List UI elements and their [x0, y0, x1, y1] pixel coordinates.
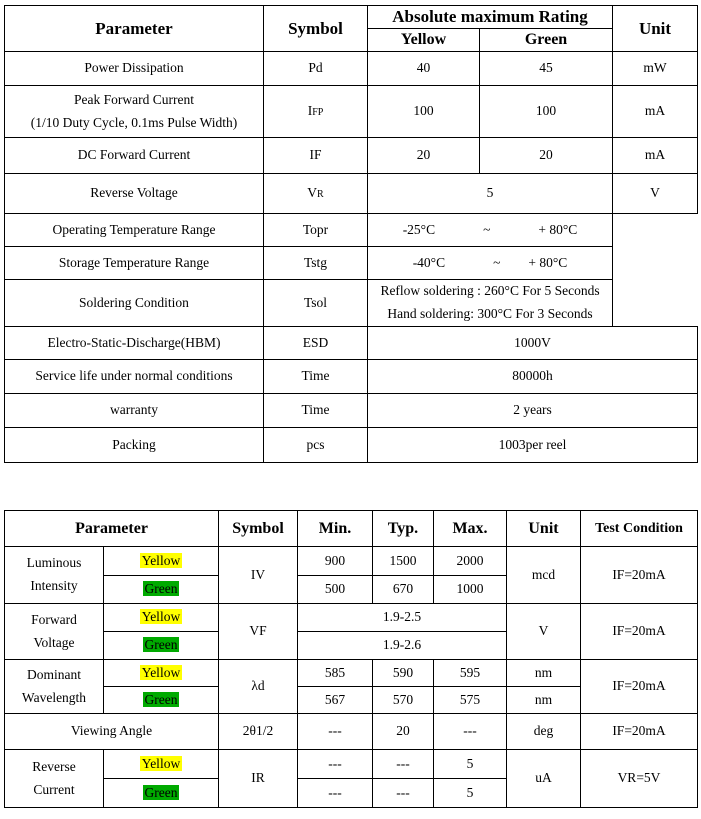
- range-sep: ~: [493, 254, 501, 270]
- symbol-cell: 2θ1/2: [219, 714, 298, 750]
- value-cell: 5: [368, 174, 613, 214]
- max-value: 575: [434, 687, 507, 714]
- yellow-value: 100: [368, 86, 480, 138]
- min-value: ---: [298, 779, 373, 808]
- param-cell: Dominant Wavelength: [5, 660, 104, 714]
- max-value: 1000: [434, 576, 507, 604]
- typ-value: ---: [373, 750, 434, 779]
- green-value: 45: [480, 52, 613, 86]
- header-symbol: Symbol: [219, 511, 298, 547]
- yellow-value: 40: [368, 52, 480, 86]
- symbol-cell: Time: [264, 394, 368, 428]
- table-row: [5, 547, 698, 576]
- unit-cell: deg: [507, 714, 581, 750]
- symbol-cell: Tsol: [264, 280, 368, 327]
- unit-cell: V: [613, 174, 698, 214]
- min-value: 567: [298, 687, 373, 714]
- typ-value: 1500: [373, 547, 434, 576]
- yellow-label: Yellow: [141, 609, 181, 625]
- param-cell: Power Dissipation: [5, 52, 264, 86]
- green-value: 20: [480, 138, 613, 174]
- yellow-label: Yellow: [141, 755, 181, 771]
- min-value: 900: [298, 547, 373, 576]
- unit-cell: mA: [613, 86, 698, 138]
- green-label: Green: [144, 581, 178, 597]
- condition-cell: IF=20mA: [581, 660, 698, 714]
- value-cell: 2 years: [368, 394, 698, 428]
- param-cell: Forward Voltage: [5, 604, 104, 660]
- yellow-label: Yellow: [141, 552, 181, 568]
- min-value: 500: [298, 576, 373, 604]
- table-row: [5, 428, 698, 463]
- hand-line: Hand soldering: 300°C For 3 Seconds: [387, 306, 593, 321]
- max-value: 2000: [434, 547, 507, 576]
- min-value: ---: [298, 714, 373, 750]
- table-row: [5, 247, 698, 280]
- unit-cell: mW: [613, 52, 698, 86]
- range-min: -40°C: [412, 254, 446, 270]
- color-cell: [104, 687, 219, 714]
- characteristics-table: [4, 510, 698, 808]
- param-cell: Luminous Intensity: [5, 547, 104, 604]
- unit-cell: V: [507, 604, 581, 660]
- header-max: Max.: [434, 511, 507, 547]
- condition-cell: IF=20mA: [581, 714, 698, 750]
- range-value: 1.9-2.5: [298, 604, 507, 632]
- max-value: 595: [434, 660, 507, 687]
- header-yellow: Yellow: [368, 29, 480, 52]
- yellow-label: Yellow: [141, 664, 181, 680]
- table-row: [5, 360, 698, 394]
- unit-cell: nm: [507, 660, 581, 687]
- param-cell: Viewing Angle: [5, 714, 219, 750]
- value-cell: 1003per reel: [368, 428, 698, 463]
- symbol-cell: pcs: [264, 428, 368, 463]
- typ-value: 570: [373, 687, 434, 714]
- green-value: 100: [480, 86, 613, 138]
- table-row: [5, 138, 698, 174]
- symbol-cell: IR: [219, 750, 298, 808]
- symbol-cell: λd: [219, 660, 298, 714]
- table-row: [5, 660, 698, 687]
- param-cell: Operating Temperature Range: [5, 214, 264, 247]
- color-cell: [104, 660, 219, 687]
- symbol-cell: IV: [219, 547, 298, 604]
- absolute-max-rating-table: [4, 5, 698, 463]
- header-typ: Typ.: [373, 511, 434, 547]
- param-cell: [5, 86, 264, 138]
- param-cell: Packing: [5, 428, 264, 463]
- symbol-cell: Tstg: [264, 247, 368, 280]
- symbol-cell: Pd: [264, 52, 368, 86]
- condition-cell: VR=5V: [581, 750, 698, 808]
- green-label: Green: [144, 637, 178, 653]
- param-cell: Soldering Condition: [5, 280, 264, 327]
- green-label: Green: [144, 691, 178, 707]
- green-label: Green: [144, 784, 178, 800]
- max-value: 5: [434, 750, 507, 779]
- min-value: 585: [298, 660, 373, 687]
- table-row: [5, 52, 698, 86]
- solder-cell: [368, 280, 613, 327]
- condition-cell: IF=20mA: [581, 547, 698, 604]
- table-row: [5, 714, 698, 750]
- header-rating: Absolute maximum Rating: [368, 6, 613, 29]
- symbol-cell: IF: [264, 138, 368, 174]
- typ-value: 670: [373, 576, 434, 604]
- header-unit: Unit: [507, 511, 581, 547]
- header-parameter: Parameter: [5, 511, 219, 547]
- typ-value: 590: [373, 660, 434, 687]
- range-sep: ~: [483, 221, 491, 237]
- table-row: [5, 214, 698, 247]
- color-cell: [104, 576, 219, 604]
- table-row: [5, 327, 698, 360]
- reflow-line: Reflow soldering : 260°C For 5 Seconds: [380, 283, 600, 299]
- symbol-cell: Time: [264, 360, 368, 394]
- color-cell: [104, 604, 219, 632]
- min-value: ---: [298, 750, 373, 779]
- typ-value: 20: [373, 714, 434, 750]
- param-cell: DC Forward Current: [5, 138, 264, 174]
- param-line: Peak Forward Current: [74, 91, 194, 107]
- color-cell: [104, 632, 219, 660]
- table-row: [5, 750, 698, 779]
- unit-cell: uA: [507, 750, 581, 808]
- unit-cell: mcd: [507, 547, 581, 604]
- max-value: ---: [434, 714, 507, 750]
- header-test-condition: Test Condition: [581, 511, 698, 547]
- param-cell: Service life under normal conditions: [5, 360, 264, 394]
- yellow-value: 20: [368, 138, 480, 174]
- table-row: [5, 280, 698, 327]
- header-symbol: Symbol: [264, 6, 368, 52]
- unit-cell: nm: [507, 687, 581, 714]
- condition-cell: IF=20mA: [581, 604, 698, 660]
- range-max: + 80°C: [538, 221, 578, 237]
- param-cell: Reverse Voltage: [5, 174, 264, 214]
- color-cell: [104, 750, 219, 779]
- table-row: [5, 174, 698, 214]
- value-cell: 80000h: [368, 360, 698, 394]
- header-min: Min.: [298, 511, 373, 547]
- range-min: -25°C: [402, 221, 436, 237]
- symbol-cell: VR: [264, 174, 368, 214]
- color-cell: [104, 547, 219, 576]
- range-value: 1.9-2.6: [298, 632, 507, 660]
- param-cell: Storage Temperature Range: [5, 247, 264, 280]
- unit-cell: mA: [613, 138, 698, 174]
- header-unit: Unit: [613, 6, 698, 52]
- value-cell: 1000V: [368, 327, 698, 360]
- symbol-cell: ESD: [264, 327, 368, 360]
- table-row: [5, 604, 698, 632]
- header-parameter: Parameter: [5, 6, 264, 52]
- header-green: Green: [480, 29, 613, 52]
- table-row: [5, 394, 698, 428]
- range-max: + 80°C: [528, 254, 568, 270]
- range-cell: [368, 247, 613, 280]
- range-cell: [368, 214, 613, 247]
- symbol-cell: VF: [219, 604, 298, 660]
- param-line: (1/10 Duty Cycle, 0.1ms Pulse Width): [30, 114, 238, 130]
- param-cell: Electro-Static-Discharge(HBM): [5, 327, 264, 360]
- param-cell: warranty: [5, 394, 264, 428]
- param-cell: Reverse Current: [5, 750, 104, 808]
- symbol-cell: Topr: [264, 214, 368, 247]
- symbol-cell: IFP: [264, 86, 368, 138]
- table-row: [5, 86, 698, 138]
- max-value: 5: [434, 779, 507, 808]
- typ-value: ---: [373, 779, 434, 808]
- color-cell: [104, 779, 219, 808]
